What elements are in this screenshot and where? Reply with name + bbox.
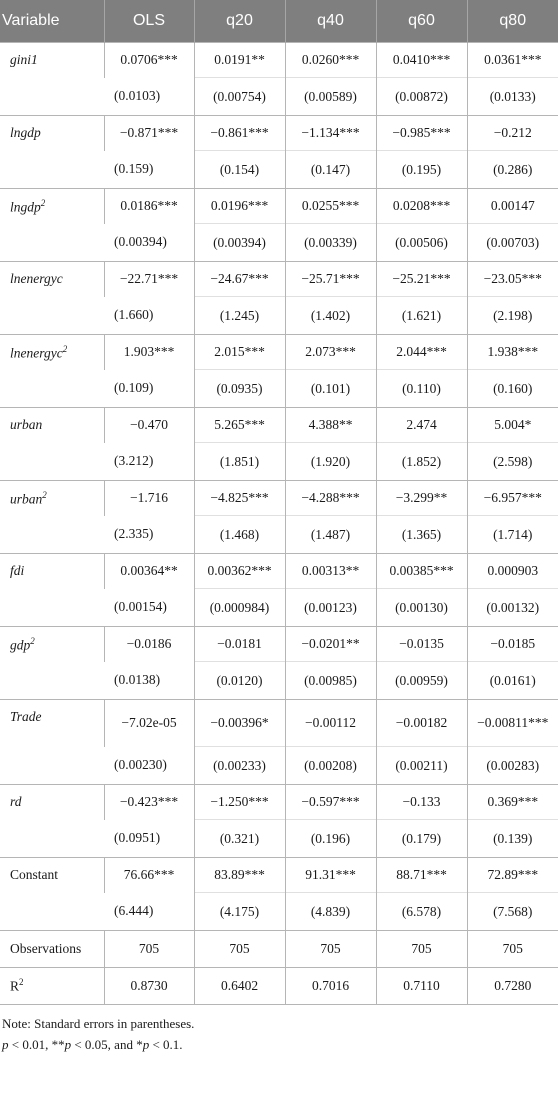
table-cell: 705 bbox=[104, 931, 194, 968]
coefficient-cell: −0.423*** bbox=[104, 785, 194, 820]
coefficient-cell: −0.0135 bbox=[376, 627, 467, 662]
header-cell: OLS bbox=[104, 0, 194, 43]
table-cell: 705 bbox=[376, 931, 467, 968]
variable-name bbox=[0, 43, 104, 116]
coefficient-cell: 0.0361*** bbox=[467, 43, 558, 78]
coefficient-cell: 1.938*** bbox=[467, 335, 558, 370]
standard-error-cell: (0.00123) bbox=[285, 589, 376, 627]
coefficient-cell: 2.474 bbox=[376, 408, 467, 443]
coefficient-cell: −0.0181 bbox=[194, 627, 285, 662]
coefficient-cell: 0.0706*** bbox=[104, 43, 194, 78]
coefficient-row bbox=[0, 858, 558, 893]
standard-error-cell: (0.147) bbox=[285, 151, 376, 189]
coefficient-cell: 0.0186*** bbox=[104, 189, 194, 224]
coefficient-cell: −1.134*** bbox=[285, 116, 376, 151]
coefficient-row bbox=[0, 116, 558, 151]
coefficient-cell: −22.71*** bbox=[104, 262, 194, 297]
variable-label: Constant bbox=[10, 867, 59, 882]
coefficient-cell: 0.369*** bbox=[467, 785, 558, 820]
coefficient-cell: −7.02e-05 bbox=[104, 700, 194, 747]
variable-label: fdi bbox=[10, 563, 25, 578]
standard-error-cell: (7.568) bbox=[467, 893, 558, 931]
coefficient-cell: −0.0201** bbox=[285, 627, 376, 662]
table-cell: 0.7280 bbox=[467, 968, 558, 1005]
standard-error-cell: (0.0138) bbox=[114, 672, 161, 688]
standard-error-cell: (1.852) bbox=[376, 443, 467, 481]
variable-name bbox=[0, 116, 104, 189]
standard-error-cell: (0.179) bbox=[376, 820, 467, 858]
coefficient-cell: −0.00396* bbox=[194, 700, 285, 747]
coefficient-cell: 0.0196*** bbox=[194, 189, 285, 224]
variable-label: lngdp bbox=[10, 199, 41, 215]
coefficient-cell: 83.89*** bbox=[194, 858, 285, 893]
variable-label: gdp bbox=[10, 637, 31, 653]
coefficient-cell: 1.903*** bbox=[104, 335, 194, 370]
standard-error-cell: (0.00130) bbox=[376, 589, 467, 627]
variable-label: gini1 bbox=[10, 52, 38, 67]
coefficient-cell: −23.05*** bbox=[467, 262, 558, 297]
standard-error-cell: (6.578) bbox=[376, 893, 467, 931]
coefficient-cell: 0.0260*** bbox=[285, 43, 376, 78]
coefficient-cell: 91.31*** bbox=[285, 858, 376, 893]
coefficient-row bbox=[0, 700, 558, 747]
coefficient-cell: −6.957*** bbox=[467, 481, 558, 516]
standard-error-cell: (0.0935) bbox=[194, 370, 285, 408]
standard-error-cell: (3.212) bbox=[114, 453, 154, 469]
standard-error-cell: (1.660) bbox=[114, 307, 154, 323]
standard-error-cell: (4.839) bbox=[285, 893, 376, 931]
coefficient-cell: 0.00313** bbox=[285, 554, 376, 589]
variable-name bbox=[0, 554, 104, 627]
coefficient-cell: 0.0208*** bbox=[376, 189, 467, 224]
coefficient-row bbox=[0, 262, 558, 297]
standard-error-cell: (0.196) bbox=[285, 820, 376, 858]
coefficient-cell: −25.71*** bbox=[285, 262, 376, 297]
coefficient-cell: 2.015*** bbox=[194, 335, 285, 370]
coefficient-cell: −1.716 bbox=[104, 481, 194, 516]
standard-error-cell: (0.00283) bbox=[467, 747, 558, 785]
r-squared-row bbox=[0, 968, 558, 1005]
variable-superscript: 2 bbox=[30, 636, 35, 646]
standard-error-cell: (0.160) bbox=[467, 370, 558, 408]
coefficient-cell: −0.212 bbox=[467, 116, 558, 151]
variable-label: rd bbox=[10, 794, 22, 809]
coefficient-row bbox=[0, 554, 558, 589]
variable-name bbox=[0, 481, 104, 554]
coefficient-cell: 5.265*** bbox=[194, 408, 285, 443]
variable-name bbox=[0, 408, 104, 481]
standard-error-cell: (1.365) bbox=[376, 516, 467, 554]
standard-error-cell: (0.154) bbox=[194, 151, 285, 189]
coefficient-cell: −0.861*** bbox=[194, 116, 285, 151]
variable-name bbox=[0, 858, 104, 931]
standard-error-cell: (1.468) bbox=[194, 516, 285, 554]
header-cell: q20 bbox=[194, 0, 285, 43]
standard-error-cell: (0.00394) bbox=[194, 224, 285, 262]
note-line-2 bbox=[2, 1034, 558, 1055]
variable-superscript: 2 bbox=[42, 490, 47, 500]
standard-error-cell: (0.321) bbox=[194, 820, 285, 858]
coefficient-cell: 5.004* bbox=[467, 408, 558, 443]
table-cell: 705 bbox=[194, 931, 285, 968]
coefficient-cell: −0.0186 bbox=[104, 627, 194, 662]
coefficient-cell: −0.470 bbox=[104, 408, 194, 443]
coefficient-cell: 0.00364** bbox=[104, 554, 194, 589]
variable-name bbox=[0, 700, 104, 785]
standard-error-cell: (0.0951) bbox=[114, 830, 161, 846]
table-notes bbox=[0, 1005, 558, 1055]
variable-name bbox=[0, 189, 104, 262]
standard-error-cell: (0.00208) bbox=[285, 747, 376, 785]
standard-error-cell: (0.00154) bbox=[114, 599, 167, 615]
coefficient-cell: −4.825*** bbox=[194, 481, 285, 516]
coefficient-cell: −24.67*** bbox=[194, 262, 285, 297]
standard-error-cell: (0.0133) bbox=[467, 78, 558, 116]
standard-error-cell: (0.00394) bbox=[114, 234, 167, 250]
variable-label: lnenergyc bbox=[10, 271, 63, 286]
coefficient-cell: −4.288*** bbox=[285, 481, 376, 516]
coefficient-cell: 2.073*** bbox=[285, 335, 376, 370]
r-label-sup: 2 bbox=[19, 977, 24, 988]
coefficient-cell: 4.388** bbox=[285, 408, 376, 443]
standard-error-cell: (4.175) bbox=[194, 893, 285, 931]
standard-error-cell: (0.195) bbox=[376, 151, 467, 189]
note-text: < 0.1. bbox=[149, 1037, 183, 1052]
table-cell: 0.6402 bbox=[194, 968, 285, 1005]
coefficient-row bbox=[0, 481, 558, 516]
standard-error-cell: (1.621) bbox=[376, 297, 467, 335]
standard-error-cell: (2.198) bbox=[467, 297, 558, 335]
header-row bbox=[0, 0, 558, 43]
standard-error-cell: (0.139) bbox=[467, 820, 558, 858]
coefficient-cell: −0.00182 bbox=[376, 700, 467, 747]
header-cell: Variable bbox=[0, 0, 104, 43]
standard-error-cell: (1.851) bbox=[194, 443, 285, 481]
standard-error-cell: (1.245) bbox=[194, 297, 285, 335]
coefficient-cell: 88.71*** bbox=[376, 858, 467, 893]
coefficient-cell: −1.250*** bbox=[194, 785, 285, 820]
standard-error-cell: (1.714) bbox=[467, 516, 558, 554]
coefficient-row bbox=[0, 189, 558, 224]
standard-error-cell: (0.0161) bbox=[467, 662, 558, 700]
standard-error-cell: (1.920) bbox=[285, 443, 376, 481]
standard-error-cell: (0.0120) bbox=[194, 662, 285, 700]
standard-error-cell: (0.00230) bbox=[114, 757, 167, 773]
p-symbol: p bbox=[64, 1037, 72, 1052]
row-label bbox=[0, 968, 104, 1005]
standard-error-cell: (0.0103) bbox=[114, 88, 161, 104]
variable-superscript: 2 bbox=[40, 198, 46, 208]
coefficient-cell: 0.000903 bbox=[467, 554, 558, 589]
standard-error-cell: (0.101) bbox=[285, 370, 376, 408]
variable-label: urban bbox=[10, 417, 43, 432]
coefficient-cell: −0.00811*** bbox=[467, 700, 558, 747]
standard-error-cell: (0.159) bbox=[114, 161, 154, 177]
p-symbol: p bbox=[142, 1037, 150, 1052]
standard-error-cell: (1.402) bbox=[285, 297, 376, 335]
coefficient-cell: −0.00112 bbox=[285, 700, 376, 747]
standard-error-cell: (6.444) bbox=[114, 903, 154, 919]
coefficient-row bbox=[0, 785, 558, 820]
standard-error-cell: (0.00703) bbox=[467, 224, 558, 262]
standard-error-cell: (0.00872) bbox=[376, 78, 467, 116]
variable-label: Trade bbox=[10, 709, 42, 724]
variable-name bbox=[0, 262, 104, 335]
coefficient-cell: −0.0185 bbox=[467, 627, 558, 662]
coefficient-cell: −3.299** bbox=[376, 481, 467, 516]
standard-error-cell: (1.487) bbox=[285, 516, 376, 554]
coefficient-cell: 0.00362*** bbox=[194, 554, 285, 589]
coefficient-cell: −25.21*** bbox=[376, 262, 467, 297]
header-cell: q40 bbox=[285, 0, 376, 43]
variable-label: urban bbox=[10, 491, 43, 507]
table-cell: 0.7016 bbox=[285, 968, 376, 1005]
standard-error-cell: (0.00959) bbox=[376, 662, 467, 700]
table-cell: 705 bbox=[285, 931, 376, 968]
coefficient-cell: 0.00385*** bbox=[376, 554, 467, 589]
coefficient-row bbox=[0, 335, 558, 370]
coefficient-cell: 72.89*** bbox=[467, 858, 558, 893]
note-line-1: Note: Standard errors in parentheses. bbox=[2, 1016, 195, 1031]
standard-error-cell: (0.00754) bbox=[194, 78, 285, 116]
variable-name bbox=[0, 627, 104, 700]
variable-label: lngdp bbox=[10, 125, 41, 140]
header-cell: q60 bbox=[376, 0, 467, 43]
coefficient-cell: 0.0191** bbox=[194, 43, 285, 78]
standard-error-cell: (0.00589) bbox=[285, 78, 376, 116]
coefficient-cell: 0.0255*** bbox=[285, 189, 376, 224]
standard-error-cell: (0.000984) bbox=[194, 589, 285, 627]
coefficient-row bbox=[0, 43, 558, 78]
coefficient-cell: 0.00147 bbox=[467, 189, 558, 224]
coefficient-cell: 2.044*** bbox=[376, 335, 467, 370]
coefficient-row bbox=[0, 408, 558, 443]
coefficient-cell: −0.871*** bbox=[104, 116, 194, 151]
observations-row bbox=[0, 931, 558, 968]
table-cell: 705 bbox=[467, 931, 558, 968]
variable-name bbox=[0, 785, 104, 858]
p-symbol: p bbox=[2, 1037, 9, 1052]
standard-error-cell: (0.109) bbox=[114, 380, 154, 396]
table-cell: 0.7110 bbox=[376, 968, 467, 1005]
standard-error-cell: (0.110) bbox=[376, 370, 467, 408]
variable-name bbox=[0, 335, 104, 408]
standard-error-cell: (0.00506) bbox=[376, 224, 467, 262]
coefficient-row bbox=[0, 627, 558, 662]
standard-error-cell: (0.00339) bbox=[285, 224, 376, 262]
standard-error-cell: (0.286) bbox=[467, 151, 558, 189]
table-cell: 0.8730 bbox=[104, 968, 194, 1005]
standard-error-cell: (0.00985) bbox=[285, 662, 376, 700]
coefficient-cell: −0.597*** bbox=[285, 785, 376, 820]
coefficient-cell: −0.133 bbox=[376, 785, 467, 820]
coefficient-cell: 0.0410*** bbox=[376, 43, 467, 78]
note-text: < 0.01, ** bbox=[8, 1037, 65, 1052]
coefficient-cell: 76.66*** bbox=[104, 858, 194, 893]
note-text: < 0.05, and * bbox=[71, 1037, 143, 1052]
variable-superscript: 2 bbox=[62, 344, 68, 354]
variable-label: lnenergyc bbox=[10, 345, 63, 361]
header-cell: q80 bbox=[467, 0, 558, 43]
row-label: Observations bbox=[0, 931, 104, 968]
table-body bbox=[0, 43, 558, 1005]
standard-error-cell: (0.00211) bbox=[376, 747, 467, 785]
standard-error-cell: (0.00233) bbox=[194, 747, 285, 785]
coefficient-cell: −0.985*** bbox=[376, 116, 467, 151]
standard-error-cell: (2.598) bbox=[467, 443, 558, 481]
r-label: R bbox=[10, 978, 20, 994]
standard-error-cell: (0.00132) bbox=[467, 589, 558, 627]
standard-error-cell: (2.335) bbox=[114, 526, 154, 542]
